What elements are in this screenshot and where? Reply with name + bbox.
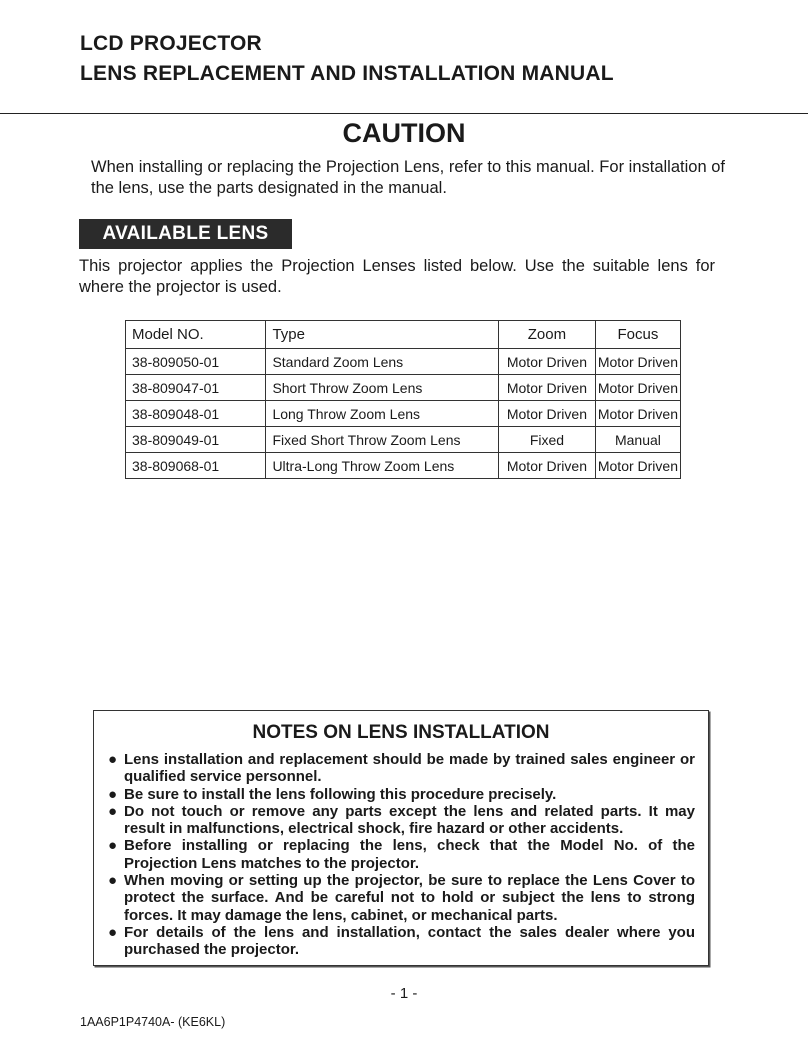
table-header-row	[126, 321, 681, 349]
table-row	[126, 349, 681, 375]
column-header-model: Model NO.	[126, 321, 266, 349]
cell-focus: Motor Driven	[595, 349, 680, 375]
list-item	[108, 924, 695, 959]
cell-model: 38-809049-01	[126, 427, 266, 453]
bullet-icon: ●	[108, 837, 118, 855]
table-row	[126, 401, 681, 427]
notes-list	[108, 751, 695, 959]
column-header-type: Type	[266, 321, 499, 349]
cell-type: Ultra-Long Throw Zoom Lens	[266, 453, 499, 479]
note-text: For details of the lens and installation, contact the sales dealer where you purchased the projector.	[124, 923, 695, 959]
document-code: 1AA6P1P4740A- (KE6KL)	[80, 1015, 226, 1029]
note-text: Do not touch or remove any parts except the lens and related parts. It may result in malfunctions, electrical shock, fire hazard or other accidents.	[124, 802, 695, 838]
cell-type: Long Throw Zoom Lens	[266, 401, 499, 427]
note-text: Be sure to install the lens following this procedure precisely.	[124, 785, 557, 803]
caution-heading: CAUTION	[342, 118, 466, 148]
notes-box	[93, 710, 709, 966]
document-title: LCD PROJECTOR	[80, 32, 262, 55]
note-text: Lens installation and replacement should be made by trained sales engineer or qualified service personnel.	[124, 751, 695, 786]
bullet-icon: ●	[108, 923, 118, 941]
cell-zoom: Motor Driven	[499, 453, 596, 479]
cell-zoom: Motor Driven	[499, 375, 596, 401]
bullet-icon: ●	[108, 785, 118, 803]
cell-model: 38-809048-01	[126, 401, 266, 427]
cell-model: 38-809047-01	[126, 375, 266, 401]
list-item	[108, 837, 695, 872]
cell-focus: Manual	[595, 427, 680, 453]
header-divider	[0, 113, 808, 114]
page-number: - 1 -	[390, 985, 418, 1002]
cell-focus: Motor Driven	[595, 453, 680, 479]
cell-type: Short Throw Zoom Lens	[266, 375, 499, 401]
notes-title: NOTES ON LENS INSTALLATION	[252, 722, 550, 743]
lens-table	[125, 320, 681, 479]
bullet-icon: ●	[108, 802, 118, 820]
list-item	[108, 803, 695, 838]
cell-type: Fixed Short Throw Zoom Lens	[266, 427, 499, 453]
cell-model: 38-809068-01	[126, 453, 266, 479]
table-row	[126, 453, 681, 479]
bullet-icon: ●	[108, 872, 118, 890]
cell-focus: Motor Driven	[595, 401, 680, 427]
caution-text: When installing or replacing the Projection Lens, refer to this manual. For installation of the lens, use the parts designated in the manual.	[91, 158, 725, 197]
available-lens-section-label: AVAILABLE LENS	[79, 219, 292, 249]
cell-focus: Motor Driven	[595, 375, 680, 401]
note-text: When moving or setting up the projector, be sure to replace the Lens Cover to protect the surface. And be careful not to hold or subject the lens to strong forces. It may damage the lens, cabinet, or mechanical parts.	[124, 872, 695, 924]
list-item	[108, 751, 695, 786]
cell-model: 38-809050-01	[126, 349, 266, 375]
cell-type: Standard Zoom Lens	[266, 349, 499, 375]
document-subtitle: LENS REPLACEMENT AND INSTALLATION MANUAL	[80, 62, 614, 85]
table-row	[126, 375, 681, 401]
column-header-focus: Focus	[595, 321, 680, 349]
table-row	[126, 427, 681, 453]
list-item	[108, 786, 695, 803]
note-text: Before installing or replacing the lens, check that the Model No. of the Projection Lens matches to the projector.	[124, 837, 695, 872]
cell-zoom: Fixed	[499, 427, 596, 453]
column-header-zoom: Zoom	[499, 321, 596, 349]
cell-zoom: Motor Driven	[499, 401, 596, 427]
cell-zoom: Motor Driven	[499, 349, 596, 375]
list-item	[108, 872, 695, 924]
available-lens-intro: This projector applies the Projection Lenses listed below. Use the suitable lens for where the projector is used.	[79, 257, 715, 296]
bullet-icon: ●	[108, 751, 118, 768]
